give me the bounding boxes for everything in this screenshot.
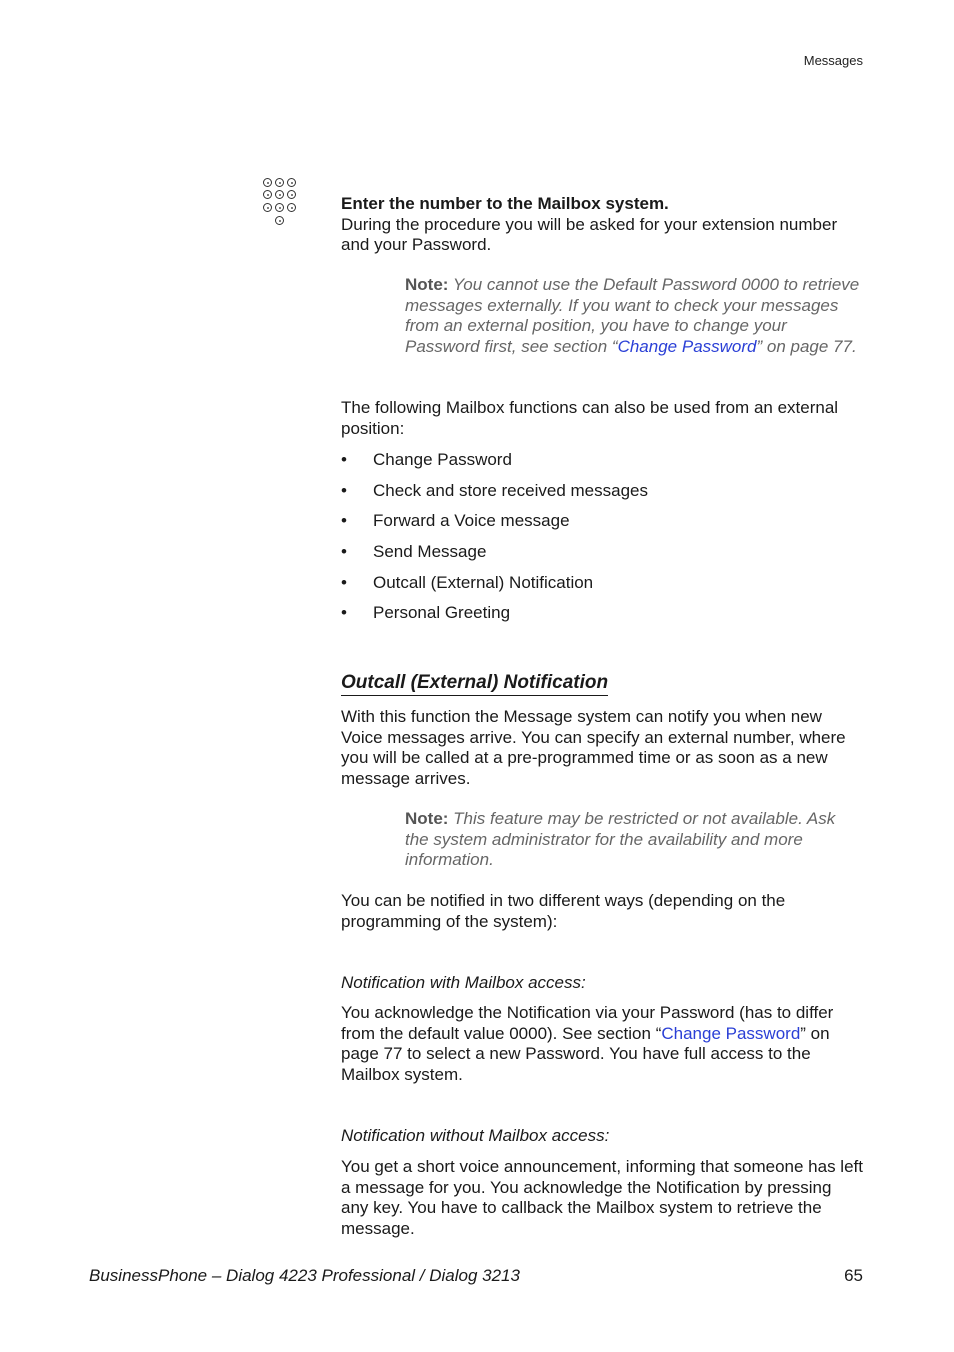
step-block (341, 194, 863, 256)
change-password-link[interactable]: Change Password (617, 336, 757, 356)
note-text: You cannot use the Default Password 0000 to retrieve messages externally. If you want to check your messages from an external position, you have to change your Password first, see section “ (405, 275, 860, 356)
key-dot (263, 203, 272, 212)
step-body: During the procedure you will be asked for your extension number and your Password. (341, 214, 838, 254)
key-dot (275, 203, 284, 212)
change-password-link[interactable]: Change Password (661, 1023, 801, 1043)
list-item: • Change Password (341, 450, 863, 481)
note-text: This feature may be restricted or not available. Ask the system administrator for the availability and more information. (405, 809, 836, 869)
subheading-with-access: Notification with Mailbox access: (341, 973, 586, 992)
list-item: • Send Message (341, 542, 863, 573)
keypad-icon (262, 178, 298, 228)
key-dot (287, 178, 296, 187)
without-access-paragraph: You get a short voice announcement, informing that someone has left a message for you. You acknowledge the Notification by pressing any key. You have to callback the Mailbox system to retrieve the message. (341, 1157, 863, 1238)
with-access-paragraph (341, 1003, 863, 1085)
list-item: • Forward a Voice message (341, 511, 863, 542)
note-text-end: ” on page 77. (756, 336, 857, 356)
key-dot (275, 190, 284, 199)
function-list (341, 450, 863, 634)
list-item: • Personal Greeting (341, 603, 863, 634)
section-paragraph-2: You can be notified in two different ways (depending on the programming of the system): (341, 891, 786, 931)
subheading-without-access: Notification without Mailbox access: (341, 1126, 610, 1145)
step-title: Enter the number to the Mailbox system. (341, 194, 669, 213)
key-dot (275, 178, 284, 187)
with-access-text: You acknowledge the Notification via your Password (has to differ from the default value 0000). See section “ (341, 1003, 834, 1043)
list-item: • Outcall (External) Notification (341, 573, 863, 604)
intro-paragraph: The following Mailbox functions can also be used from an external position: (341, 398, 839, 438)
page-number: 65 (844, 1266, 863, 1285)
with-access-text-end: ” on page 77 to select a new Password. You have full access to the Mailbox system. (341, 1023, 830, 1084)
section-paragraph-1: With this function the Message system can notify you when new Voice messages arrive. You can specify an external number, where you will be called at a pre-programmed time or as soon as a new message arrives. (341, 707, 846, 788)
running-header: Messages (803, 53, 863, 68)
footer-title: BusinessPhone – Dialog 4223 Professional / Dialog 3213 (89, 1266, 520, 1285)
key-dot (275, 216, 284, 225)
note-default-password (405, 275, 863, 357)
note-restricted (405, 809, 863, 871)
list-item: • Check and store received messages (341, 481, 863, 512)
key-dot (287, 203, 296, 212)
note-label: Note: (405, 809, 449, 828)
key-dot (287, 190, 296, 199)
section-heading: Outcall (External) Notification (341, 672, 608, 696)
key-dot (263, 190, 272, 199)
key-dot (263, 178, 272, 187)
note-label: Note: (405, 275, 449, 294)
